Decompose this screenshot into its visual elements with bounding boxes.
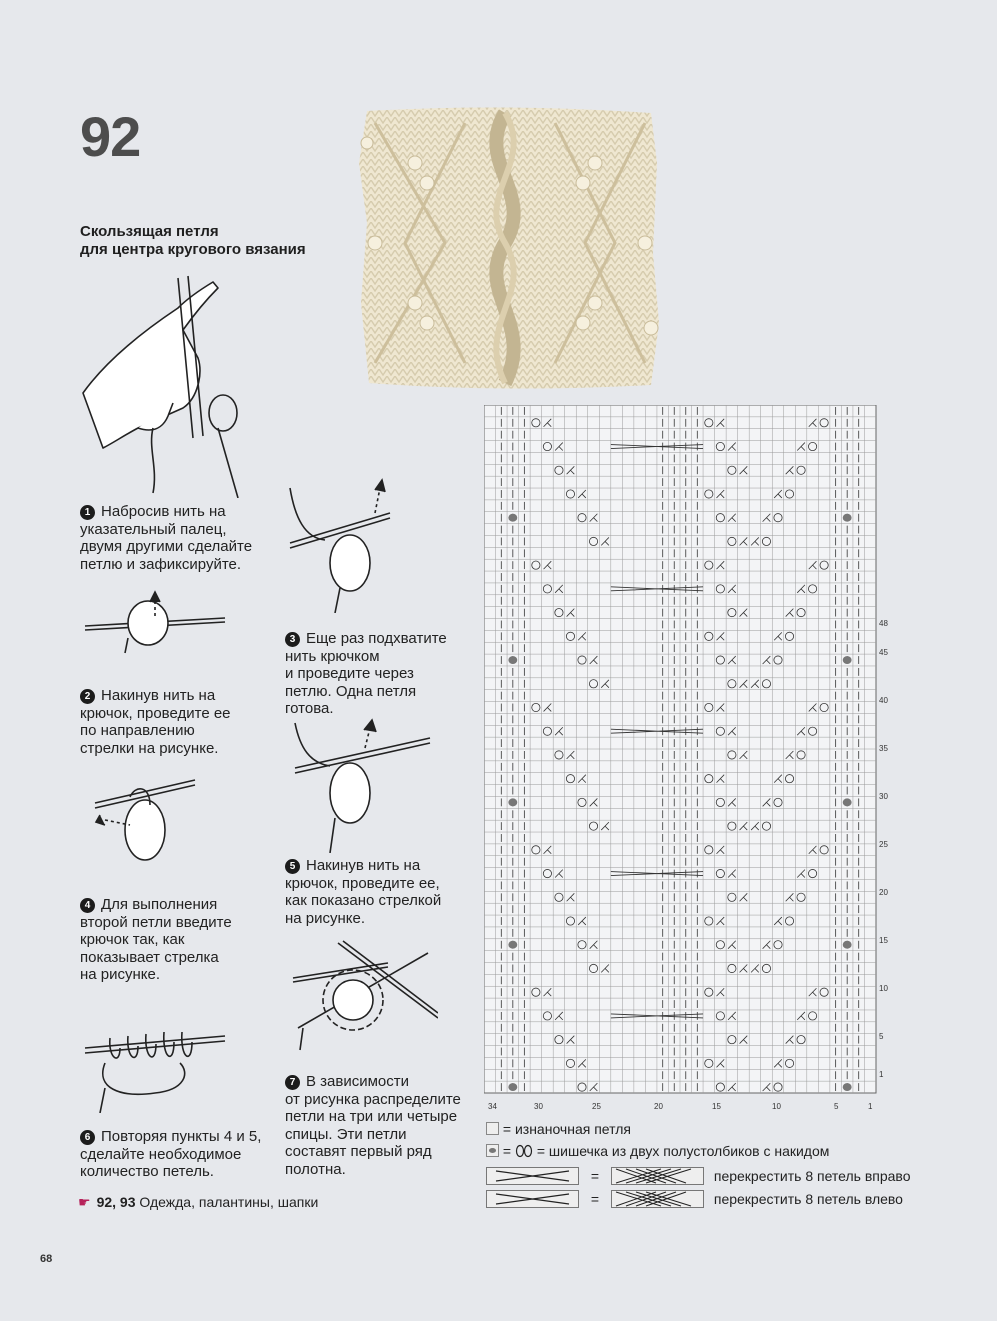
step-3 (285, 630, 447, 718)
legend-cross-left (486, 1190, 903, 1208)
column-label: 5 (834, 1102, 839, 1111)
column-label: 20 (654, 1102, 663, 1111)
step-6-line: сделайте необходимое (80, 1145, 242, 1163)
bobble-mark (843, 1083, 852, 1091)
step-6 (80, 1128, 261, 1181)
bobble-mark (843, 656, 852, 664)
legend-purl (486, 1121, 631, 1137)
bobble-mark (843, 941, 852, 949)
legend-equals: = (590, 1168, 600, 1184)
step7-needles-illustration (288, 938, 438, 1053)
chart-column-labels (488, 1102, 873, 1111)
step-4-line: крючок так, как (80, 931, 185, 948)
step6-hook-illustration (80, 1018, 230, 1113)
step-2-line: крючок, проведите ее (80, 704, 231, 722)
step-7-line: полотна. (285, 1160, 346, 1178)
step-5-number: 5 (285, 859, 300, 874)
step-7-line: от рисунка распределите (285, 1090, 461, 1108)
step-5-line: Накинув нить на (306, 857, 421, 874)
step-4 (80, 896, 232, 984)
step-7-line: петли на три или четыре (285, 1108, 458, 1125)
step-2-number: 2 (80, 689, 95, 704)
hand-with-yarn-illustration (78, 268, 248, 498)
bobble-mark (508, 656, 517, 664)
cross-reference (78, 1194, 318, 1211)
bobble-stitch-icon (515, 1144, 533, 1158)
step-5-line: как показано стрелкой (285, 892, 442, 909)
step-6-line: Повторяя пункты 4 и 5, (101, 1128, 262, 1145)
xref-text: Одежда, палантины, шапки (139, 1194, 319, 1210)
step2-hook-illustration (90, 775, 200, 880)
row-label: 48 (879, 619, 888, 628)
step-3-line: нить крючком (285, 647, 380, 665)
bobble-symbol-icon (486, 1144, 499, 1157)
step-6-line: количество петель. (80, 1163, 214, 1180)
row-label: 1 (879, 1070, 884, 1079)
column-label: 15 (712, 1102, 721, 1111)
bobble-mark (843, 514, 852, 522)
legend-bobble-text: = шишечка из двух полустолбиков с накидом (536, 1143, 830, 1159)
step-1-line: указательный палец, (80, 520, 227, 538)
row-label: 45 (879, 648, 888, 657)
step-7-number: 7 (285, 1075, 300, 1090)
column-label: 1 (868, 1102, 873, 1111)
step-6-number: 6 (80, 1130, 95, 1145)
step-7-line: спицы. Эти петли (285, 1125, 407, 1143)
bobble-mark (843, 798, 852, 806)
row-label: 30 (879, 792, 888, 801)
chart-row-labels (879, 619, 888, 1079)
row-label: 5 (879, 1032, 884, 1041)
legend-equals: = (502, 1143, 512, 1159)
cross-right-full-icon (611, 1167, 704, 1185)
purl-symbol-icon (486, 1122, 499, 1135)
step-7-line: составят первый ряд (285, 1143, 432, 1160)
step-4-line: на рисунке. (80, 966, 161, 983)
step-4-line: второй петли введите (80, 913, 232, 931)
column-label: 30 (534, 1102, 543, 1111)
column-label: 25 (592, 1102, 601, 1111)
bobble-mark (508, 941, 517, 949)
step-3-line: Еще раз подхватите (306, 630, 447, 647)
step-1-number: 1 (80, 505, 95, 520)
step-3-line: готова. (285, 700, 334, 717)
row-label: 40 (879, 696, 888, 705)
xref-numbers: 92, 93 (96, 1194, 136, 1210)
step-2 (80, 687, 231, 757)
step-5 (285, 857, 441, 927)
step-1 (80, 503, 252, 573)
legend-equals: = (590, 1191, 600, 1207)
legend-purl-text: = изнаночная петля (502, 1121, 631, 1137)
step-1-line: Набросив нить на (101, 503, 226, 520)
step-2-line: по направлению (80, 722, 195, 739)
legend-cross-right (486, 1167, 911, 1185)
knitting-chart (484, 405, 891, 1111)
row-label: 10 (879, 984, 888, 993)
section-title (80, 223, 306, 259)
cross-right-short-icon (486, 1167, 579, 1185)
step-1-line: петлю и зафиксируйте. (80, 555, 242, 573)
step-7 (285, 1073, 461, 1178)
step-4-number: 4 (80, 898, 95, 913)
page-number: 68 (40, 1253, 53, 1265)
step-5-line: крючок, проведите ее, (285, 874, 440, 892)
section-title-line2: для центра кругового вязания (80, 241, 306, 258)
step-1-line: двумя другими сделайте (80, 538, 253, 555)
cross-left-full-icon (611, 1190, 704, 1208)
step-3-line: и проведите через (285, 665, 414, 682)
column-label: 10 (772, 1102, 781, 1111)
step-4-line: Для выполнения (101, 896, 218, 913)
step3-hook-illustration (285, 478, 395, 613)
cross-left-short-icon (486, 1190, 579, 1208)
row-label: 25 (879, 840, 888, 849)
step5-hook-illustration (290, 718, 435, 853)
legend-cross-left-text: перекрестить 8 петель влево (713, 1191, 903, 1207)
bobble-mark (508, 1083, 517, 1091)
step-3-number: 3 (285, 632, 300, 647)
row-label: 20 (879, 888, 888, 897)
chart-grid (484, 405, 876, 1093)
row-label: 35 (879, 744, 888, 753)
bobble-mark (508, 798, 517, 806)
step-7-line: В зависимости (306, 1073, 410, 1090)
step-2-line: Накинув нить на (101, 687, 216, 704)
pattern-number: 92 (80, 105, 141, 168)
step-3-line: петлю. Одна петля (285, 682, 417, 700)
section-title-line1: Скользящая петля (80, 223, 219, 240)
step-4-line: показывает стрелка (80, 948, 219, 966)
step-2-line: стрелки на рисунке. (80, 739, 219, 757)
step-5-line: на рисунке. (285, 909, 366, 927)
pointing-hand-icon: ☛ (78, 1194, 91, 1210)
step1-hook-illustration (80, 578, 230, 658)
bobble-mark (508, 514, 517, 522)
column-label: 34 (488, 1102, 497, 1111)
row-label: 15 (879, 936, 888, 945)
legend-bobble (486, 1143, 829, 1159)
legend-cross-right-text: перекрестить 8 петель вправо (713, 1168, 911, 1184)
knitted-swatch-photo (355, 103, 663, 390)
